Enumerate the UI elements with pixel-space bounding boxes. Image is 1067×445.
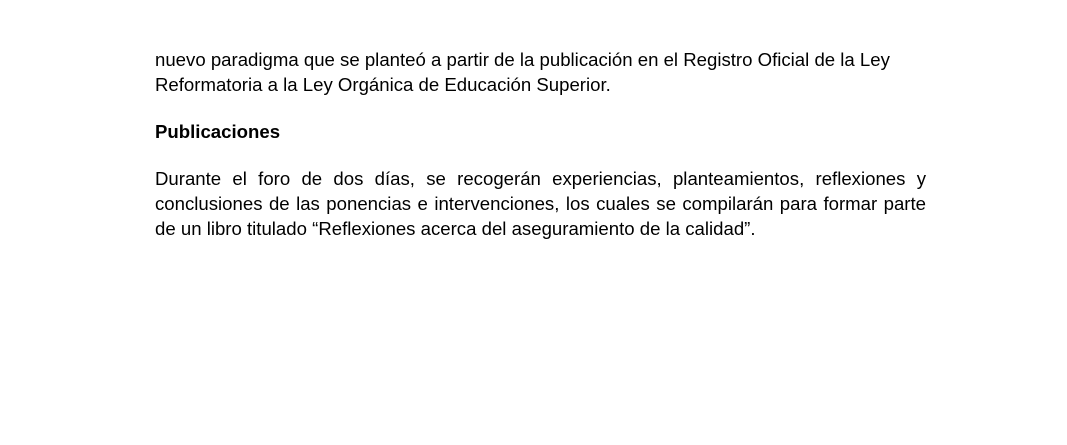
intro-paragraph: nuevo paradigma que se planteó a partir de la publicación en el Registro Oficial de la Ley Reformatoria a la Ley Orgánica de Educación Superior. xyxy=(155,49,890,95)
document-body xyxy=(155,47,926,241)
section-heading: Publicaciones xyxy=(155,121,281,142)
body-paragraph: Durante el foro de dos días, se recogerán experiencias, planteamientos, reflexiones y conclusiones de las ponencias e intervenciones, los cuales se compilarán para formar parte de un libro titulado “Reflexiones acerca del aseguramiento de la calidad”. xyxy=(155,168,926,239)
